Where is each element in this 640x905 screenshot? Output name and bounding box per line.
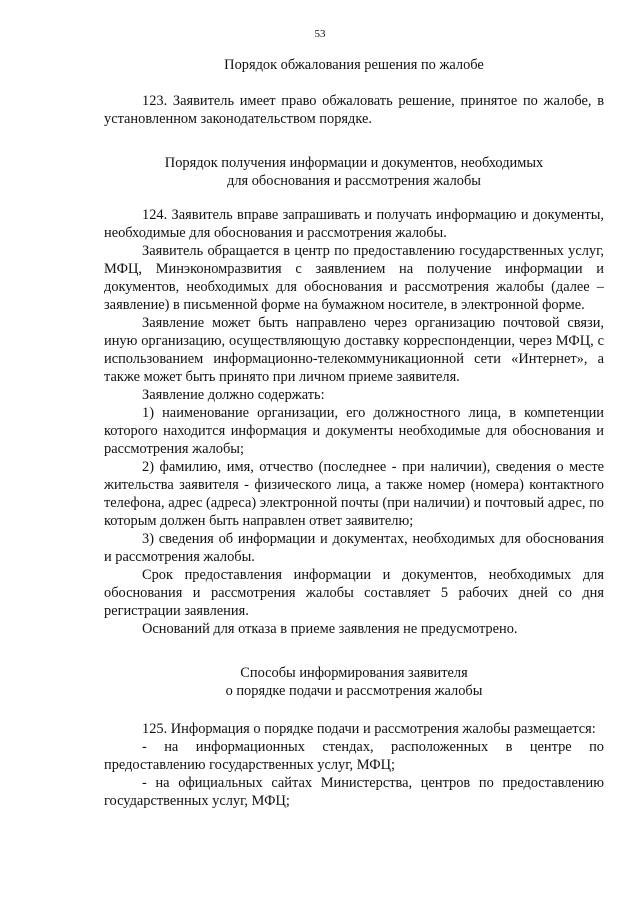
list-item-1: 1) наименование организации, его должностного лица, в компетенции которого находится информация и документы необходимые для обоснования и рассмотрения жалобы; (104, 405, 604, 457)
paragraph-123: 123. Заявитель имеет право обжаловать решение, принятое по жалобе, в установленном законодательством порядке. (104, 93, 604, 127)
section-heading-appeal: Порядок обжалования решения по жалобе (224, 57, 484, 73)
list-item-3: 3) сведения об информации и документах, необходимых для обоснования и рассмотрения жалобы. (104, 531, 604, 565)
page-number: 53 (314, 28, 326, 40)
paragraph-refuse: Оснований для отказа в приеме заявления не предусмотрено. (142, 621, 518, 637)
paragraph-124: 124. Заявитель вправе запрашивать и получать информацию и документы, необходимые для обоснования и рассмотрения жалобы. (104, 207, 604, 241)
paragraph-term: Срок предоставления информации и документов, необходимых для обоснования и рассмотрения жалобы составляет 5 рабочих дней со дня регистрации заявления. (104, 567, 604, 619)
dash-item-1: - на информационных стендах, расположенных в центре по предоставлению государственных услуг, МФЦ; (104, 739, 604, 773)
paragraph-apply: Заявитель обращается в центр по предоставлению государственных услуг, МФЦ, Минэкономразвития с заявлением на получение информации и документов, необходимых для обоснования и рассмотрения жалобы (далее – заявление) в письменной форме на бумажном носителе, в электронной форме. (104, 243, 604, 313)
list-item-2: 2) фамилию, имя, отчество (последнее - при наличии), сведения о месте жительства заявителя - физического лица, а также номер (номера) контактного телефона, адрес (адреса) электронной почты (при наличии) и почтовый адрес, по которым должен быть направлен ответ заявителю; (104, 459, 604, 529)
page-content (104, 56, 604, 810)
section-heading-ways: Способы информирования заявителя о порядке подачи и рассмотрения жалобы (225, 665, 483, 699)
dash-item-2: - на официальных сайтах Министерства, центров по предоставлению государственных услуг, МФЦ; (104, 775, 604, 809)
paragraph-send: Заявление может быть направлено через организацию почтовой связи, иную организацию, осуществляющую доставку корреспонденции, через МФЦ, с использованием информационно-телекоммуникационной сети «Интернет», а также может быть принято при личном приеме заявителя. (104, 315, 604, 385)
paragraph-125: 125. Информация о порядке подачи и рассмотрения жалобы размещается: (142, 721, 596, 737)
section-heading-info: Порядок получения информации и документов, необходимых для обоснования и рассмотрения жалобы (164, 155, 544, 189)
paragraph-contain: Заявление должно содержать: (142, 387, 325, 403)
